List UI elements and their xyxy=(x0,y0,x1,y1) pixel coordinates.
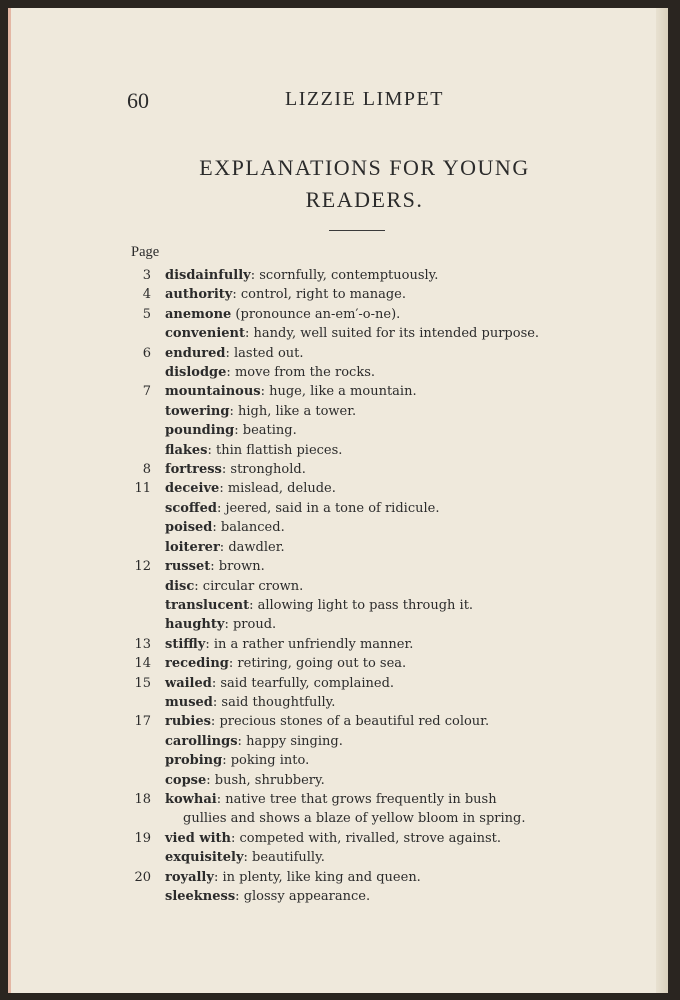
glossary-entry xyxy=(121,712,621,731)
entry-page-number xyxy=(121,751,165,770)
entry-definition-continued: gullies and shows a blaze of yellow bloom in spring. xyxy=(183,811,526,827)
entry-page-number: 3 xyxy=(142,268,151,283)
entry-definition: said thoughtfully. xyxy=(217,694,336,710)
title-rule xyxy=(329,230,385,231)
entry-separator: : xyxy=(194,578,199,594)
entry-page-number xyxy=(121,363,165,382)
entry-term: endured xyxy=(165,345,226,361)
entry-definition: brown. xyxy=(214,559,265,575)
entry-definition: in a rather unfriendly manner. xyxy=(209,636,414,652)
entry-term: sleekness xyxy=(165,889,236,904)
entry-text xyxy=(165,499,621,518)
glossary-entry xyxy=(121,829,621,848)
entry-page-number xyxy=(121,499,165,518)
section-title xyxy=(11,152,668,216)
entry-separator: : xyxy=(219,539,225,555)
entry-page-number: 18 xyxy=(134,791,151,807)
glossary-entry xyxy=(121,771,621,790)
entry-separator: : xyxy=(219,481,224,497)
entry-separator: : xyxy=(229,403,234,419)
entry-text xyxy=(165,363,621,382)
entry-text xyxy=(165,790,621,809)
entry-term: mountainous xyxy=(165,384,261,400)
entry-separator: : xyxy=(237,733,242,749)
entry-term: copse xyxy=(165,772,207,788)
entry-term: royally xyxy=(165,869,214,885)
entry-separator: : xyxy=(234,423,239,439)
glossary-entry xyxy=(121,732,621,751)
glossary-list xyxy=(121,266,621,906)
entry-term: stiffly xyxy=(165,636,206,652)
entry-term: disc xyxy=(165,578,195,594)
entry-separator: : xyxy=(205,636,210,652)
entry-term: dislodge xyxy=(165,365,227,381)
entry-text xyxy=(165,285,621,304)
entry-page-number: 6 xyxy=(142,345,151,361)
glossary-entry xyxy=(121,635,621,654)
page-number: 60 xyxy=(127,88,149,113)
entry-text xyxy=(165,441,621,460)
entry-page-number: 5 xyxy=(142,306,151,322)
entry-text xyxy=(165,654,621,673)
entry-term: carollings xyxy=(165,733,238,749)
glossary-entry xyxy=(121,499,621,518)
glossary-entry xyxy=(121,305,621,324)
entry-page-spacer xyxy=(121,809,165,828)
entry-term: receding xyxy=(165,656,229,672)
entry-page-number xyxy=(121,402,165,421)
entry-definition: move from the rocks. xyxy=(230,365,376,381)
entry-separator: : xyxy=(206,772,211,788)
entry-definition: stronghold. xyxy=(226,462,306,478)
entry-text xyxy=(165,732,621,751)
glossary-entry xyxy=(121,363,621,382)
entry-text xyxy=(165,538,621,557)
entry-term: loiterer xyxy=(165,539,220,555)
glossary-entry xyxy=(121,266,621,285)
entry-term: towering xyxy=(165,403,230,419)
entry-text xyxy=(165,266,621,285)
entry-term: wailed xyxy=(165,675,212,691)
entry-page-number: 17 xyxy=(134,714,151,730)
entry-separator: : xyxy=(222,753,227,769)
running-head: LIZZIE LIMPET xyxy=(285,88,444,110)
entry-text xyxy=(165,596,621,615)
entry-separator: : xyxy=(216,500,222,516)
entry-text xyxy=(165,324,621,343)
entry-definition: glossy appearance. xyxy=(239,889,371,904)
entry-page-number xyxy=(121,324,165,343)
entry-text xyxy=(165,402,621,421)
section-title-line-2: READERS. xyxy=(305,187,424,212)
entry-page-number xyxy=(121,887,165,906)
entry-separator: : xyxy=(260,384,265,400)
entry-term: russet xyxy=(165,559,211,575)
glossary-entry xyxy=(121,674,621,693)
page-header xyxy=(11,84,668,124)
entry-text xyxy=(165,382,621,401)
entry-separator: : xyxy=(221,462,227,478)
glossary-entry xyxy=(121,538,621,557)
entry-text xyxy=(165,751,621,770)
entry-page-number xyxy=(121,693,165,712)
entry-page-number xyxy=(121,577,165,596)
glossary-entry xyxy=(121,285,621,304)
entry-page-number: 11 xyxy=(134,481,151,497)
entry-page-number: 12 xyxy=(134,559,151,575)
entry-page-number xyxy=(121,518,165,537)
entry-definition: handy, well suited for its intended purpose. xyxy=(249,326,540,342)
entry-definition: balanced. xyxy=(216,520,285,536)
glossary-entry xyxy=(121,868,621,887)
entry-page-number xyxy=(121,615,165,634)
entry-definition: allowing light to pass through it. xyxy=(253,597,474,613)
entry-text xyxy=(165,829,621,848)
entry-page-number: 15 xyxy=(134,675,151,691)
entry-separator: : xyxy=(224,617,229,633)
entry-text xyxy=(165,674,621,693)
glossary-entry xyxy=(121,460,621,479)
entry-page-number: 14 xyxy=(134,656,151,672)
glossary-entry xyxy=(121,887,621,906)
glossary-entry xyxy=(121,596,621,615)
entry-page-number xyxy=(121,848,165,867)
glossary-entry xyxy=(121,344,621,363)
entry-page-number: 8 xyxy=(142,462,151,478)
entry-definition: in plenty, like king and queen. xyxy=(218,869,421,885)
glossary-entry xyxy=(121,693,621,712)
glossary-entry xyxy=(121,615,621,634)
entry-separator: : xyxy=(243,850,248,866)
entry-definition: said tearfully, complained. xyxy=(216,675,395,691)
entry-separator: : xyxy=(235,889,240,904)
glossary-entry xyxy=(121,479,621,498)
entry-separator: : xyxy=(228,656,234,672)
entry-definition: bush, shrubbery. xyxy=(210,772,325,788)
entry-text xyxy=(165,557,621,576)
entry-separator: : xyxy=(211,675,217,691)
entry-text xyxy=(165,868,621,887)
entry-term: convenient xyxy=(165,326,245,342)
entry-separator: : xyxy=(232,287,237,303)
entry-page-number xyxy=(121,596,165,615)
entry-definition: proud. xyxy=(228,617,277,633)
entry-term: deceive xyxy=(165,481,220,497)
entry-page-number: 7 xyxy=(142,384,151,400)
entry-text xyxy=(165,479,621,498)
entry-text xyxy=(165,887,621,906)
entry-definition: dawdler. xyxy=(224,539,285,555)
entry-definition: beating. xyxy=(238,423,297,439)
entry-term: scoffed xyxy=(165,500,217,516)
glossary-entry xyxy=(121,751,621,770)
entry-term: disdainfully xyxy=(165,268,251,283)
entry-page-number xyxy=(121,771,165,790)
glossary-entry xyxy=(121,441,621,460)
glossary-entry xyxy=(121,848,621,867)
entry-text xyxy=(165,577,621,596)
entry-separator: : xyxy=(212,694,218,710)
entry-term: kowhai xyxy=(165,791,217,807)
glossary-entry xyxy=(121,790,621,809)
glossary-entry xyxy=(121,402,621,421)
glossary-entry-continuation xyxy=(121,809,621,828)
entry-definition: (pronounce an-em′-o-ne). xyxy=(231,306,401,322)
entry-separator: : xyxy=(210,559,215,575)
entry-page-number xyxy=(121,732,165,751)
entry-definition: jeered, said in a tone of ridicule. xyxy=(221,500,440,516)
entry-text xyxy=(165,712,621,731)
entry-definition: beautifully. xyxy=(247,850,325,866)
entry-page-number: 4 xyxy=(142,287,151,303)
entry-term: rubies xyxy=(165,714,211,730)
entry-term: authority xyxy=(165,287,233,303)
entry-definition: mislead, delude. xyxy=(223,481,336,497)
entry-text xyxy=(165,421,621,440)
glossary-entry xyxy=(121,654,621,673)
entry-definition: lasted out. xyxy=(229,345,304,361)
glossary-entry xyxy=(121,324,621,343)
column-head-page: Page xyxy=(131,244,160,260)
entry-term: poised xyxy=(165,520,213,536)
entry-definition: circular crown. xyxy=(198,578,304,594)
entry-definition: competed with, rivalled, strove against. xyxy=(235,830,502,846)
entry-page-number: 20 xyxy=(134,869,151,885)
section-title-line-1: EXPLANATIONS FOR YOUNG xyxy=(199,155,530,180)
entry-term: pounding xyxy=(165,423,235,439)
entry-page-number: 13 xyxy=(134,636,151,652)
entry-separator: : xyxy=(216,791,222,807)
entry-text xyxy=(165,460,621,479)
entry-text xyxy=(165,635,621,654)
entry-separator: : xyxy=(212,520,217,536)
entry-separator: : xyxy=(249,597,254,613)
entry-separator: : xyxy=(244,326,250,342)
book-page xyxy=(8,8,668,993)
entry-definition: huge, like a mountain. xyxy=(264,384,417,400)
entry-separator: : xyxy=(230,830,236,846)
entry-page-number xyxy=(121,421,165,440)
entry-text xyxy=(165,848,621,867)
entry-separator: : xyxy=(213,869,219,885)
entry-term: exquisitely xyxy=(165,850,244,866)
entry-term: flakes xyxy=(165,442,208,458)
entry-page-number: 19 xyxy=(134,830,151,846)
entry-separator: : xyxy=(250,268,256,283)
entry-definition: poking into. xyxy=(226,753,310,769)
entry-definition: native tree that grows frequently in bush xyxy=(221,791,497,807)
entry-term: probing xyxy=(165,753,223,769)
entry-definition: control, right to manage. xyxy=(236,287,407,303)
entry-text xyxy=(165,305,621,324)
entry-page-number xyxy=(121,441,165,460)
entry-definition: thin flattish pieces. xyxy=(211,442,343,458)
entry-term: anemone xyxy=(165,306,232,322)
entry-term: haughty xyxy=(165,617,225,633)
glossary-entry xyxy=(121,518,621,537)
entry-separator: : xyxy=(210,714,216,730)
entry-text xyxy=(165,615,621,634)
entry-definition: happy singing. xyxy=(241,733,343,749)
entry-term: fortress xyxy=(165,462,222,478)
entry-definition: precious stones of a beautiful red colour. xyxy=(215,714,490,730)
entry-text xyxy=(165,344,621,363)
entry-separator: : xyxy=(225,345,230,361)
glossary-entry xyxy=(121,421,621,440)
glossary-entry xyxy=(121,557,621,576)
entry-term: vied with xyxy=(165,830,231,846)
glossary-entry xyxy=(121,577,621,596)
entry-term: translucent xyxy=(165,597,250,613)
entry-separator: : xyxy=(207,442,212,458)
entry-separator: : xyxy=(226,365,231,381)
entry-page-number xyxy=(121,538,165,557)
entry-text xyxy=(165,693,621,712)
entry-text xyxy=(165,518,621,537)
glossary-entry xyxy=(121,382,621,401)
entry-term: mused xyxy=(165,694,213,710)
entry-definition: high, like a tower. xyxy=(233,403,357,419)
entry-text xyxy=(165,771,621,790)
entry-definition: retiring, going out to sea. xyxy=(233,656,407,672)
entry-definition: scornfully, contemptuously. xyxy=(255,268,439,283)
